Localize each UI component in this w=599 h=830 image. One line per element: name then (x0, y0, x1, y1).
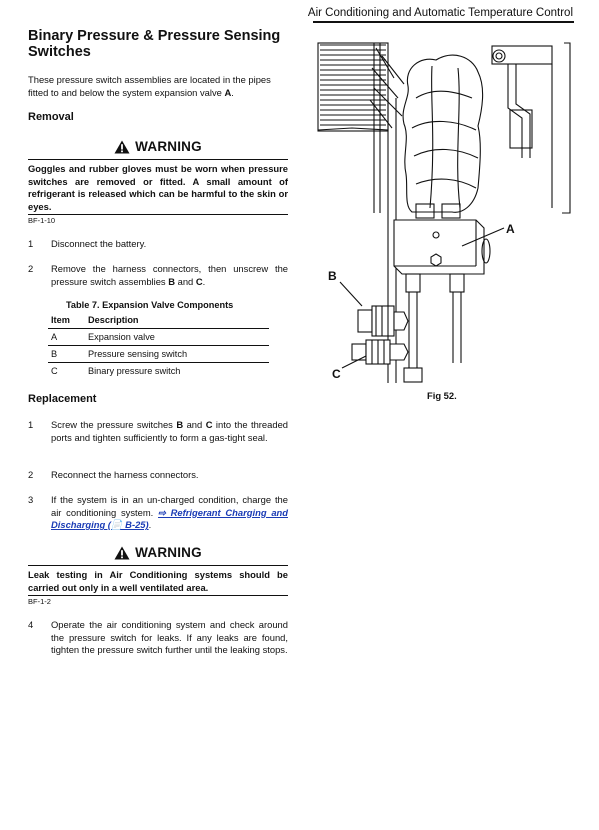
header-rule (313, 21, 574, 23)
running-header: Air Conditioning and Automatic Temperature Control (307, 7, 573, 19)
callout-label-c: C (332, 367, 341, 381)
warning-rule-top (28, 159, 288, 160)
evaporator-fins (318, 43, 388, 131)
table-cell: C (51, 366, 58, 376)
binary-pressure-switch-c (352, 340, 408, 364)
step-number: 1 (28, 238, 34, 249)
step-text: If the system is in an un-charged condition, charge the air conditioning system. ⇨ Refrigerant Charging and Discharging (📄 B-25). (51, 494, 288, 531)
step-text: Reconnect the harness connectors. (51, 469, 199, 480)
expansion-valve-block (394, 220, 490, 274)
section-title: Binary Pressure & Pressure Sensing Switches (28, 28, 281, 60)
replacement-warning-heading: WARNING (28, 545, 288, 560)
table-caption: Table 7. Expansion Valve Components (66, 300, 234, 310)
warning-rule-top (28, 565, 288, 566)
table-header-row (48, 312, 269, 329)
warning-code: BF-1-2 (28, 597, 51, 606)
step-number: 4 (28, 619, 34, 630)
warning-rule-bottom (28, 595, 288, 596)
removal-warning-text: Goggles and rubber gloves must be worn when pressure switches are removed or fitted. A small amount of refrigerant is released which can be harmful to the skin or eyes. (28, 163, 288, 212)
table-row (48, 346, 269, 363)
table-cell: Expansion valve (85, 329, 269, 346)
step-number: 2 (28, 469, 34, 480)
table-row (48, 363, 269, 380)
step-number: 1 (28, 419, 34, 430)
removal-warning-heading: WARNING (28, 139, 288, 154)
table-header-item: Item (48, 312, 85, 329)
table-header-description: Description (85, 312, 269, 329)
warning-icon (114, 140, 130, 154)
step-number: 3 (28, 494, 34, 505)
figure-caption: Fig 52. (427, 390, 457, 401)
step-text: Screw the pressure switches B and C into the threaded ports and tighten sufficiently to form a gas-tight seal. (51, 419, 288, 443)
intro-paragraph: These pressure switch assemblies are located in the pipes fitted to and below the system expansion valve A. (28, 74, 271, 98)
cross-reference-link[interactable]: ⇨ Refrigerant Charging and Discharging (📄 B-25) (51, 506, 288, 531)
leader-line-b (340, 282, 362, 306)
expansion-valve-illustration (312, 38, 582, 388)
pressure-sensing-switch-b (358, 306, 408, 336)
table-row (48, 329, 269, 346)
warning-icon (114, 546, 130, 560)
warning-rule-bottom (28, 214, 288, 215)
replacement-warning-text: Leak testing in Air Conditioning systems should be carried out only in a well ventilated area. (28, 569, 288, 593)
step-number: 2 (28, 263, 34, 274)
table-cell: A (48, 329, 85, 346)
heater-housing (492, 43, 570, 213)
step-text: Disconnect the battery. (51, 238, 147, 249)
replacement-heading: Replacement (28, 393, 97, 405)
warning-code: BF-1-10 (28, 216, 56, 225)
callout-label-b: B (328, 269, 337, 283)
step-text: Operate the air conditioning system and check around the pressure switch for leaks. If any leaks are found, tighten the pressure switch further until the leaking stops. (51, 619, 288, 656)
table-cell: B (48, 346, 85, 363)
callout-label-a: A (506, 222, 515, 236)
table-cell: Pressure sensing switch (85, 346, 269, 363)
table-cell: Binary pressure switch (88, 366, 181, 376)
step-text: Remove the harness connectors, then unscrew the pressure switch assemblies B and C. (51, 263, 288, 287)
components-table (48, 312, 269, 379)
removal-heading: Removal (28, 111, 74, 123)
